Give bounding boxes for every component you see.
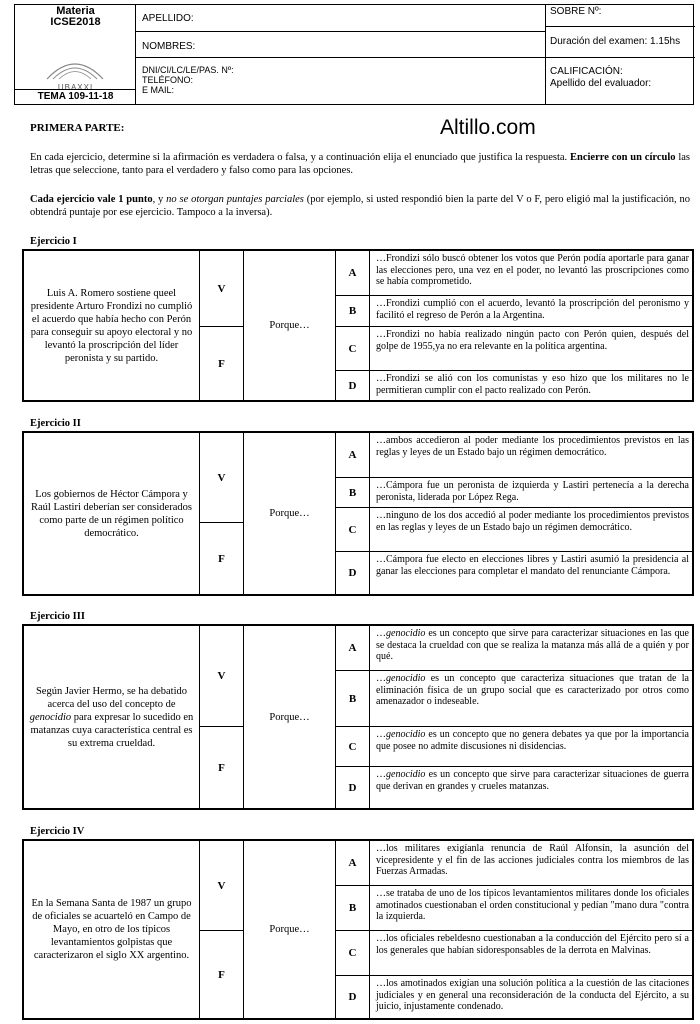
exercise-1-title: Ejercicio I: [30, 236, 77, 247]
exercise-3-letter-a[interactable]: A: [336, 626, 370, 671]
exercise-4-letter-c[interactable]: C: [336, 931, 370, 976]
evaluador-label: Apellido del evaluador:: [550, 78, 652, 89]
duracion-label: Duración del examen: 1.15hs: [550, 36, 681, 47]
header-middle-column: [136, 5, 546, 104]
exercise-4-letter-a[interactable]: A: [336, 841, 370, 886]
header-left-column: [15, 5, 136, 104]
exercise-1-table: [22, 249, 694, 402]
exercise-1-true-option[interactable]: V: [200, 251, 244, 327]
exercise-4-option-d: …los amotinados exigían una solución política a la cuestión de las citaciones judiciales y en general una reconsideración de la conducta del Ejército, a su juicio, injustamente condenado.: [376, 978, 689, 1012]
exercise-3-letter-d[interactable]: D: [336, 767, 370, 808]
header-right-column: [546, 5, 695, 104]
exercise-2-title: Ejercicio II: [30, 418, 81, 429]
exercise-4-option-c: …los oficiales rebeldesno cuestionaban a la conducción del Ejército pero sí a los generales que habían sidoresponsables de la derrota en Malvinas.: [370, 931, 692, 976]
exercise-2-option-b: …Cámpora fue un peronista de izquierda y Lastiri pertenecía a la derecha peronista, liderada por López Rega.: [370, 478, 692, 508]
exercise-3-option-a: …genocidio es un concepto que sirve para caracterizar situaciones en las que se destaca la crueldad con que se realiza la matanza más allá de a quién y por qué.: [370, 626, 692, 671]
logo-text: UBAXXI: [57, 83, 94, 92]
materia-label: Materia ICSE2018: [50, 5, 101, 28]
exercise-2-letter-c[interactable]: C: [336, 508, 370, 552]
exercise-1-statement: Luis A. Romero sostiene queel presidente Arturo Frondizi no cumplió el acuerdo que había hecho con Perón para conseguir su apoyo electoral y no levantó la proscripción del líder peronista y su partido.: [24, 251, 200, 400]
watermark-text: Altillo.com: [440, 116, 536, 139]
exercise-2-option-d: …Cámpora fue electo en elecciones libres y Lastiri asumió la presidencia al ganar las elecciones para completar el mandato del renunciante Cámpora.: [376, 554, 689, 577]
contact-fields[interactable]: [136, 58, 545, 106]
exercise-4-false-option[interactable]: F: [200, 931, 244, 1018]
tema-label: TEMA 109-11-18: [15, 89, 136, 104]
exercise-4-porque: Porque…: [244, 841, 336, 1018]
exercise-1-option-a: …Frondizi sólo buscó obtener los votos que Perón podía aportarle para ganar las elecciones pero, una vez en el poder, no levantó las proscripciones como se había comprometido.: [370, 251, 692, 296]
exercise-4-table: [22, 839, 694, 1020]
exercise-1-letter-a[interactable]: A: [336, 251, 370, 296]
exercise-4-true-option[interactable]: V: [200, 841, 244, 931]
exercise-1-letter-d[interactable]: D: [336, 371, 370, 400]
exercise-3-table: [22, 624, 694, 810]
exercise-2-porque: Porque…: [244, 433, 336, 594]
exercise-1-porque: Porque…: [244, 251, 336, 400]
exercise-3-true-option[interactable]: V: [200, 626, 244, 727]
exercise-3-option-d: …genocidio es un concepto que sirve para caracterizar situaciones de guerra que derivan en grandes y crueles matanzas.: [376, 769, 689, 792]
exercise-3-letter-c[interactable]: C: [336, 727, 370, 767]
exercise-3-option-c: …genocidio es un concepto que no genera debates ya que por la importancia que posee no admite discusiones ni disidencias.: [370, 727, 692, 767]
exercise-2-letter-a[interactable]: A: [336, 433, 370, 478]
sobre-label: SOBRE Nº:: [550, 6, 602, 17]
exercise-3-letter-b[interactable]: B: [336, 671, 370, 727]
exercise-4-statement: En la Semana Santa de 1987 un grupo de oficiales se acuarteló en Campo de Mayo, en otro de los típicos levantamientos golpistas que caracterizaron el siglo XX argentino.: [24, 841, 200, 1018]
exercise-3-statement: Según Javier Hermo, se ha debatido acerca del uso del concepto de genocidio para expresar lo sucedido en matanzas cuya característica central es su extrema crueldad.: [24, 626, 200, 808]
exercise-1-option-b: …Frondizi cumplió con el acuerdo, levantó la proscripción del peronismo y facilitó el regreso de Perón a la Argentina.: [370, 296, 692, 327]
dni-label: DNI/CI/LC/LE/PAS. Nº:: [142, 65, 234, 75]
exercise-4-letter-b[interactable]: B: [336, 886, 370, 931]
exercise-1-false-option[interactable]: F: [200, 327, 244, 400]
exercise-2-option-c: …ninguno de los dos accedió al poder mediante los procedimientos previstos en las reglas y leyes de un Estado bajo un régimen democrático.: [370, 508, 692, 552]
exercise-1-option-c: …Frondizi no había realizado ningún pacto con Perón quien, después del golpe de 1955,ya no era relevante en la política argentina.: [370, 327, 692, 371]
exercise-2-statement: Los gobiernos de Héctor Cámpora y Raúl Lastiri deberían ser considerados como parte de un régimen político democrático.: [24, 433, 200, 594]
telefono-label: TELÉFONO:: [142, 75, 194, 85]
exercise-3-option-b: …genocidio es un concepto que caracteriza situaciones que tratan de la eliminación física de un grupo social que es caracterizado por otros como amenazador o indeseable.: [370, 671, 692, 727]
exercise-2-letter-d[interactable]: D: [336, 552, 370, 594]
exercise-1-letter-c[interactable]: C: [336, 327, 370, 371]
calificacion-field[interactable]: [546, 58, 695, 106]
instructions-paragraph: En cada ejercicio, determine si la afirmación es verdadera o falsa, y a continuación elija el enunciado que justifica la respuesta. Encierre con un círculo las letras que seleccione, tanto para el verdadero y falso como para las opciones.: [30, 152, 691, 176]
exercise-1-letter-b[interactable]: B: [336, 296, 370, 327]
ubaxxi-logo-icon: [45, 55, 105, 81]
exercise-4-option-b: …se trataba de uno de los típicos levantamientos militares donde los oficiales amotinados cuestionaban el orden constitucional y pedían "mano dura "contra la izquierda.: [370, 886, 692, 931]
exercise-2-true-option[interactable]: V: [200, 433, 244, 523]
exercise-4-letter-d[interactable]: D: [336, 976, 370, 1018]
exercise-3-porque: Porque…: [244, 626, 336, 808]
exercise-2-option-a: …ambos accedieron al poder mediante los procedimientos previstos en las reglas y leyes de un Estado bajo un régimen democrático.: [370, 433, 692, 478]
nombres-label: NOMBRES:: [142, 41, 196, 52]
exercise-2-table: [22, 431, 694, 596]
apellido-label: APELLIDO:: [142, 13, 194, 24]
exercise-3-title: Ejercicio III: [30, 611, 85, 622]
duracion-field: [546, 27, 695, 58]
scoring-paragraph: Cada ejercicio vale 1 punto, y no se otorgan puntajes parciales (por ejemplo, si usted respondió bien la parte del V o F, pero eligió mal la justificación, no obtendrá puntaje por ese ejercicio. Tampoco a la inversa).: [30, 194, 690, 218]
nombres-field[interactable]: [136, 32, 545, 58]
exam-header: [14, 4, 694, 105]
exercise-1-option-d: …Frondizi se alió con los comunistas y eso hizo que los militares no le permitieran cumplir con el pacto realizado con Perón.: [376, 373, 689, 396]
exercise-2-letter-b[interactable]: B: [336, 478, 370, 508]
part-title: PRIMERA PARTE:: [30, 122, 125, 134]
exercise-3-false-option[interactable]: F: [200, 727, 244, 808]
calificacion-label: CALIFICACIÓN:: [550, 66, 623, 77]
exercise-2-false-option[interactable]: F: [200, 523, 244, 594]
exercise-4-option-a: …los militares exigíanla renuncia de Raúl Alfonsín, la asunción del vicepresidente y el fin de las acciones judiciales contra los miembros de las Fuerzas Armadas.: [370, 841, 692, 886]
sobre-field[interactable]: [546, 5, 695, 27]
email-label: E MAIL:: [142, 85, 175, 95]
apellido-field[interactable]: [136, 5, 545, 32]
exercise-4-title: Ejercicio IV: [30, 826, 85, 837]
